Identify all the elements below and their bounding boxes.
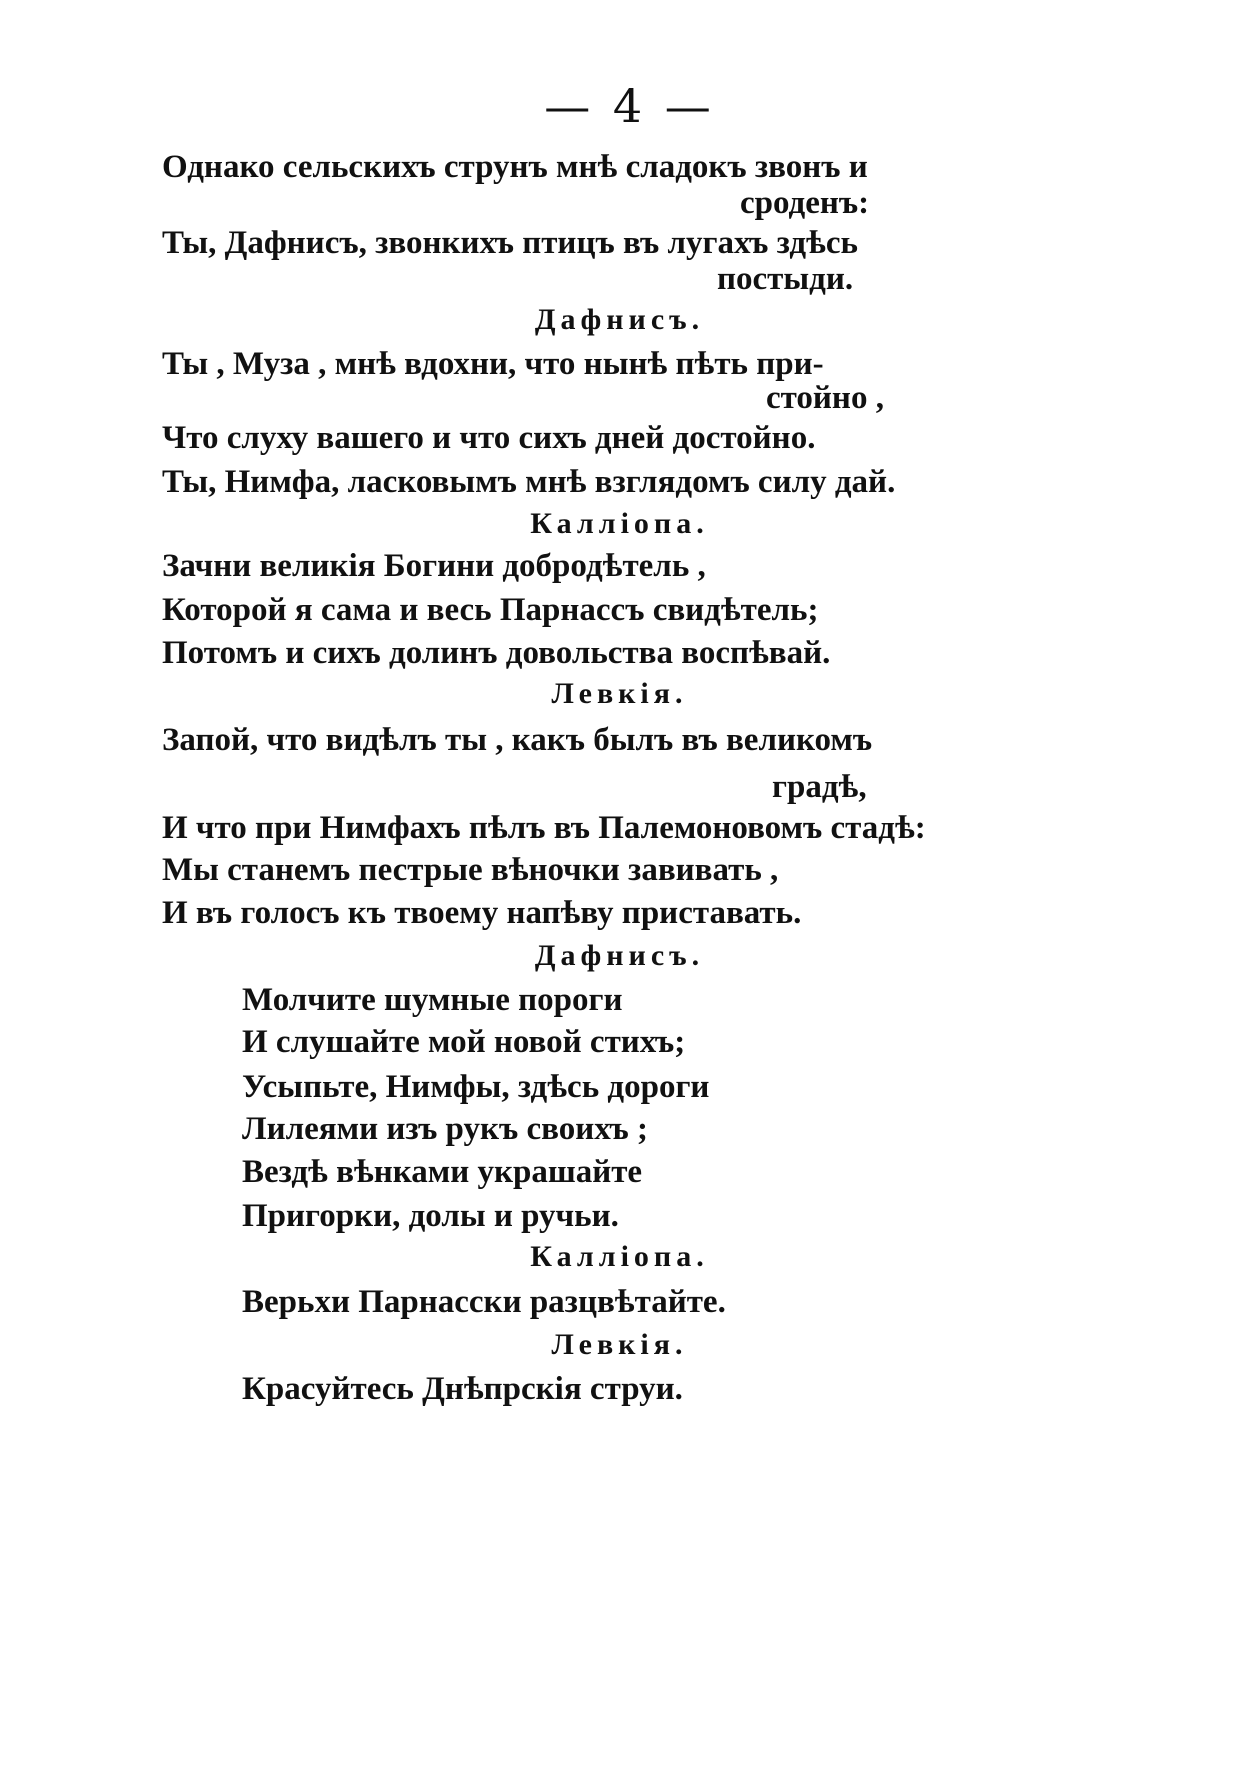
verse-line: Потомъ и сихъ долинъ довольства воспѣвай. bbox=[162, 635, 831, 671]
speaker-heading: Каллiопа. bbox=[530, 1240, 709, 1273]
speaker-heading: Дафнисъ. bbox=[534, 939, 705, 972]
speaker-heading: Дафнисъ. bbox=[534, 303, 705, 336]
verse-line: Верьхи Парнасски разцвѣтайте. bbox=[242, 1284, 726, 1320]
verse-line: Что слуху вашего и что сихъ дней достойно. bbox=[162, 420, 816, 456]
speaker-heading: Левкiя. bbox=[551, 677, 688, 710]
verse-line-continuation: постыди. bbox=[717, 261, 854, 297]
speaker-heading: Каллiопа. bbox=[530, 507, 709, 540]
verse-line: Усыпьте, Нимфы, здѣсь дороги bbox=[242, 1069, 710, 1105]
verse-line: Которой я сама и весь Парнассъ свидѣтель; bbox=[162, 592, 819, 628]
verse-line: Мы станемъ пестрые вѣночки завивать , bbox=[162, 852, 779, 888]
verse-line-continuation: стойно , bbox=[766, 380, 884, 416]
verse-line: Лилеями изъ рукъ своихъ ; bbox=[242, 1111, 648, 1147]
verse-line: И что при Нимфахъ пѣлъ въ Палемоновомъ стадѣ: bbox=[162, 810, 926, 846]
verse-line: Молчите шумные пороги bbox=[242, 982, 623, 1018]
verse-line-continuation: сроденъ: bbox=[740, 185, 870, 221]
verse-line: Зачни великiя Богини добродѣтель , bbox=[162, 548, 706, 584]
speaker-heading: Левкiя. bbox=[551, 1328, 688, 1361]
verse-line: Вездѣ вѣнками украшайте bbox=[242, 1154, 643, 1190]
verse-line: И въ голосъ къ твоему напѣву приставать. bbox=[162, 895, 802, 931]
verse-line: И слушайте мой новой стихъ; bbox=[242, 1024, 686, 1060]
verse-line-continuation: градѣ, bbox=[772, 769, 867, 805]
verse-line: Ты, Нимфа, ласковымъ мнѣ взглядомъ силу дай. bbox=[162, 464, 896, 500]
page-number: — 4 — bbox=[544, 79, 715, 133]
verse-line: Красуйтесь Днѣпрскiя струи. bbox=[242, 1371, 683, 1407]
verse-line: Запой, что видѣлъ ты , какъ былъ въ великомъ bbox=[162, 722, 873, 758]
verse-line: Пригорки, долы и ручьи. bbox=[242, 1198, 619, 1234]
verse-line: Ты, Дафнисъ, звонкихъ птицъ въ лугахъ здѣсь bbox=[162, 225, 858, 261]
verse-line: Однако сельскихъ струнъ мнѣ сладокъ звонъ и bbox=[162, 149, 868, 185]
verse-line: Ты , Муза , мнѣ вдохни, что нынѣ пѣть при- bbox=[162, 346, 824, 382]
